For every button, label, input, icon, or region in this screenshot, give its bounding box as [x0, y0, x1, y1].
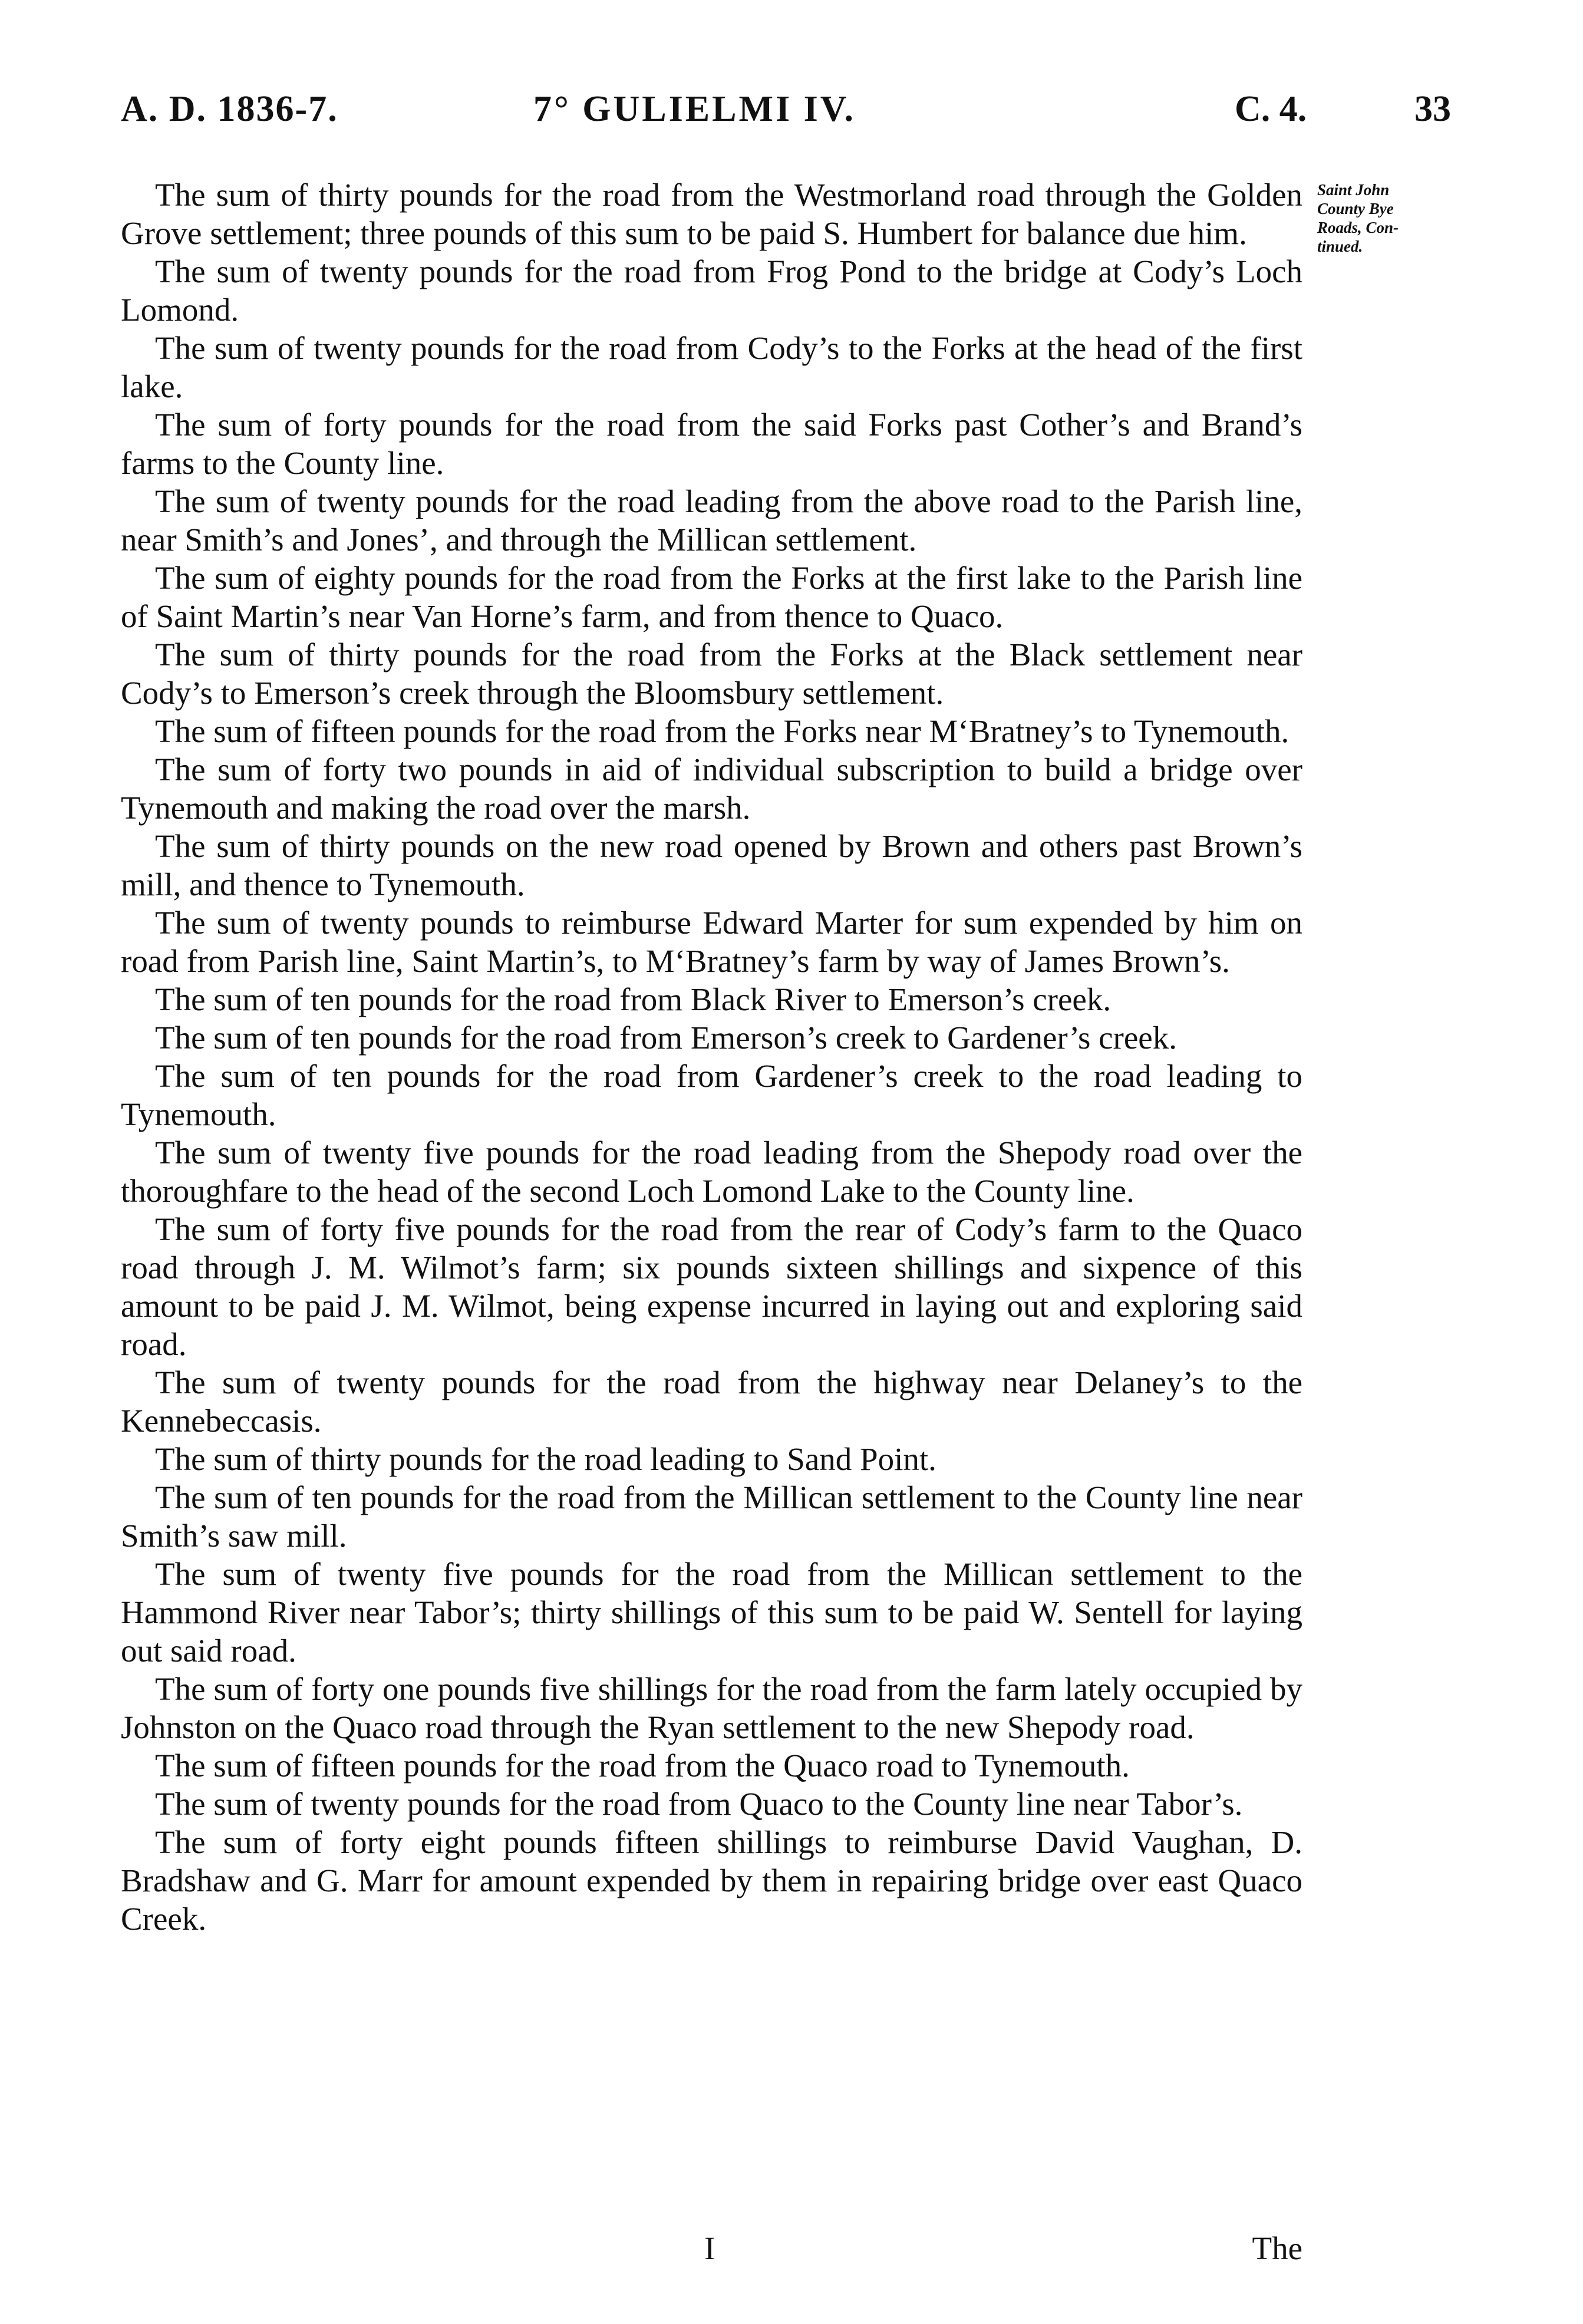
- paragraph: The sum of twenty pounds for the road leading from the above road to the Parish line, near Smith’s and Jones’, and through the Millican settlement.: [121, 483, 1302, 558]
- header-reign: 7° GULIELMI IV.: [533, 89, 856, 129]
- paragraph: The sum of twenty pounds for the road from the highway near Delaney’s to the Kennebeccasis.: [121, 1364, 1302, 1439]
- paragraph: The sum of forty two pounds in aid of individual subscription to build a bridge over Tynemouth and making the road over the marsh.: [121, 751, 1302, 826]
- running-header: [121, 88, 1465, 141]
- paragraph: The sum of forty eight pounds fifteen shillings to reimburse David Vaughan, D. Bradshaw and G. Marr for amount expended by them in repairing bridge over east Quaco Creek.: [121, 1824, 1302, 1937]
- paragraph: The sum of fifteen pounds for the road from the Forks near M‘Bratney’s to Tynemouth.: [155, 713, 1290, 749]
- paragraph: The sum of ten pounds for the road from the Millican settlement to the County line near Smith’s saw mill.: [121, 1479, 1302, 1554]
- page-number: 33: [1414, 89, 1451, 129]
- paragraph: The sum of twenty pounds for the road from Frog Pond to the bridge at Cody’s Loch Lomond.: [121, 253, 1302, 328]
- page-footer: [121, 2229, 1302, 2270]
- margin-note-line: Saint John: [1317, 181, 1390, 199]
- paragraph: The sum of forty five pounds for the road from the rear of Cody’s farm to the Quaco road through J. M. Wilmot’s farm; six pounds sixteen shillings and sixpence of this amount to be paid J. M. Wilmot, being expense incurred in laying out and exploring said road.: [121, 1211, 1302, 1362]
- paragraph: The sum of twenty pounds for the road from Cody’s to the Forks at the head of the first lake.: [121, 330, 1302, 404]
- paragraph: The sum of twenty five pounds for the road leading from the Shepody road over the thoroughfare to the head of the second Loch Lomond Lake to the County line.: [121, 1135, 1302, 1209]
- margin-note-line: tinued.: [1317, 238, 1363, 255]
- header-chapter: C. 4.: [1235, 89, 1307, 129]
- paragraph: The sum of thirty pounds for the road from the Westmorland road through the Golden Grove settlement; three pounds of this sum to be paid S. Humbert for balance due him.: [121, 177, 1302, 251]
- paragraph: The sum of thirty pounds for the road from the Forks at the Black settlement near Cody’s to Emerson’s creek through the Bloomsbury settlement.: [121, 637, 1302, 711]
- paragraph: The sum of thirty pounds on the new road opened by Brown and others past Brown’s mill, and thence to Tynemouth.: [121, 828, 1302, 902]
- margin-note-line: Roads, Con-: [1317, 219, 1399, 236]
- paragraph: The sum of forty pounds for the road from the said Forks past Cother’s and Brand’s farms to the County line.: [121, 407, 1302, 481]
- margin-note-line: County Bye: [1317, 200, 1394, 217]
- margin-note: [1317, 180, 1453, 256]
- paragraph: The sum of twenty pounds to reimburse Edward Marter for sum expended by him on road from Parish line, Saint Martin’s, to M‘Bratney’s farm by way of James Brown’s.: [121, 905, 1302, 979]
- paragraph: The sum of twenty pounds for the road from Quaco to the County line near Tabor’s.: [155, 1786, 1243, 1822]
- header-year: A. D. 1836-7.: [121, 89, 338, 129]
- paragraph: The sum of eighty pounds for the road from the Forks at the first lake to the Parish line of Saint Martin’s near Van Horne’s farm, and from thence to Quaco.: [121, 560, 1302, 634]
- paragraph: The sum of forty one pounds five shillings for the road from the farm lately occupied by Johnston on the Quaco road through the Ryan settlement to the new Shepody road.: [121, 1671, 1302, 1745]
- paragraph: The sum of thirty pounds for the road leading to Sand Point.: [155, 1441, 936, 1477]
- signature-mark: I: [704, 2230, 715, 2266]
- paragraph: The sum of fifteen pounds for the road from the Quaco road to Tynemouth.: [155, 1748, 1130, 1784]
- catchword: The: [1252, 2230, 1302, 2266]
- paragraph: The sum of ten pounds for the road from Emerson’s creek to Gardener’s creek.: [155, 1020, 1177, 1056]
- paragraph: The sum of twenty five pounds for the road from the Millican settlement to the Hammond River near Tabor’s; thirty shillings of this sum to be paid W. Sentell for laying out said road.: [121, 1556, 1302, 1669]
- body-text: [121, 176, 1302, 1938]
- paragraph: The sum of ten pounds for the road from Gardener’s creek to the road leading to Tynemouth.: [121, 1058, 1302, 1132]
- paragraph: The sum of ten pounds for the road from Black River to Emerson’s creek.: [155, 981, 1112, 1017]
